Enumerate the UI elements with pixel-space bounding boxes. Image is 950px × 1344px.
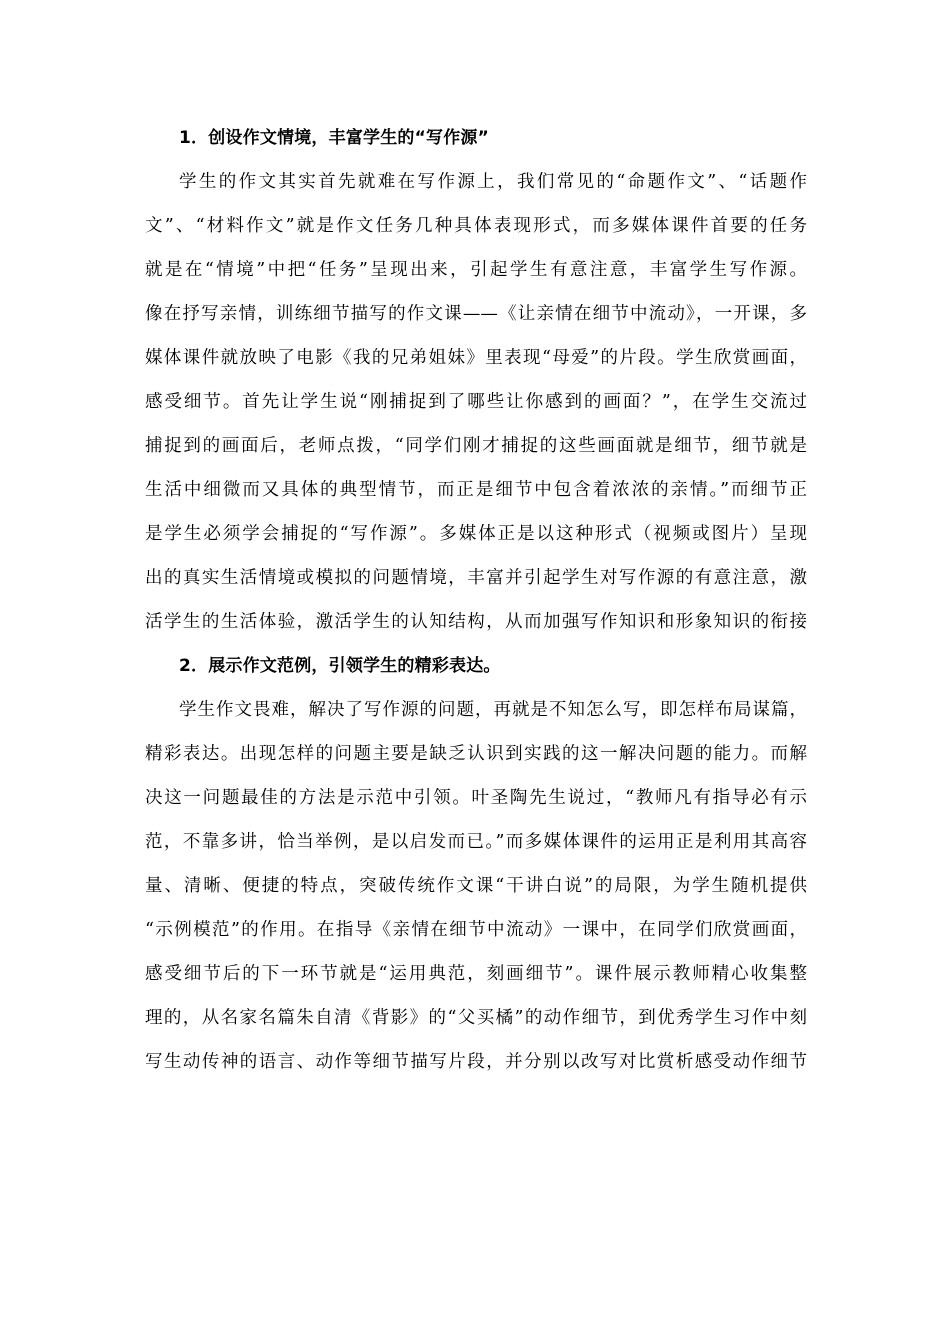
section-2-heading: 2．展示作文范例，引领学生的精彩表达。 <box>179 656 501 676</box>
paragraph-line: 出的真实生活情境或模拟的问题情境，丰富并引起学生对写作源的有意注意，激 <box>145 568 807 588</box>
paragraph-line: 生活中细微而又具体的典型情节，而正是细节中包含着浓浓的亲情。”而细节正 <box>145 480 807 500</box>
paragraph-line: 学生作文畏难，解决了写作源的问题，再就是不知怎么写，即怎样布局谋篇， <box>179 700 807 720</box>
section-1-heading: 1．创设作文情境，丰富学生的“写作源” <box>179 128 489 148</box>
section-1-paragraph <box>145 160 807 644</box>
paragraph-line: 量、清晰、便捷的特点，突破传统作文课“干讲白说”的局限，为学生随机提供 <box>145 876 807 896</box>
paragraph-line: 感受细节后的下一环节就是“运用典范，刻画细节”。课件展示教师精心收集整 <box>145 964 807 984</box>
paragraph-line: 捕捉到的画面后，老师点拨，“同学们刚才捕捉的这些画面就是细节，细节就是 <box>145 436 807 456</box>
paragraph-line: 决这一问题最佳的方法是示范中引领。叶圣陶先生说过，“教师凡有指导必有示 <box>145 788 807 808</box>
paragraph-line: 写生动传神的语言、动作等细节描写片段，并分别以改写对比赏析感受动作细节 <box>145 1052 807 1072</box>
section-2-paragraph <box>145 688 807 1084</box>
paragraph-line: 就是在“情境”中把“任务”呈现出来，引起学生有意注意，丰富学生写作源。 <box>145 260 807 280</box>
paragraph-line: 媒体课件就放映了电影《我的兄弟姐妹》里表现“母爱”的片段。学生欣赏画面， <box>145 348 807 368</box>
paragraph-line: 精彩表达。出现怎样的问题主要是缺乏认识到实践的这一解决问题的能力。而解 <box>145 744 807 764</box>
paragraph-line: “示例模范”的作用。在指导《亲情在细节中流动》一课中，在同学们欣赏画面， <box>145 920 807 940</box>
paragraph-line: 感受细节。首先让学生说“刚捕捉到了哪些让你感到的画面？”，在学生交流过 <box>145 392 807 412</box>
paragraph-line: 像在抒写亲情，训练细节描写的作文课——《让亲情在细节中流动》，一开课，多 <box>145 304 807 324</box>
paragraph-line: 文”、“材料作文”就是作文任务几种具体表现形式，而多媒体课件首要的任务 <box>145 216 807 236</box>
paragraph-line: 是学生必须学会捕捉的“写作源”。多媒体正是以这种形式（视频或图片）呈现 <box>145 524 807 544</box>
paragraph-line: 理的，从名家名篇朱自清《背影》的“父买橘”的动作细节，到优秀学生习作中刻 <box>145 1008 807 1028</box>
paragraph-line: 活学生的生活体验，激活学生的认知结构，从而加强写作知识和形象知识的衔接 <box>145 612 807 632</box>
paragraph-line: 范，不靠多讲，恰当举例，是以启发而已。”而多媒体课件的运用正是利用其高容 <box>145 832 807 852</box>
document-body <box>145 116 807 1084</box>
paragraph-line: 学生的作文其实首先就难在写作源上，我们常见的“命题作文”、“话题作 <box>179 172 807 192</box>
